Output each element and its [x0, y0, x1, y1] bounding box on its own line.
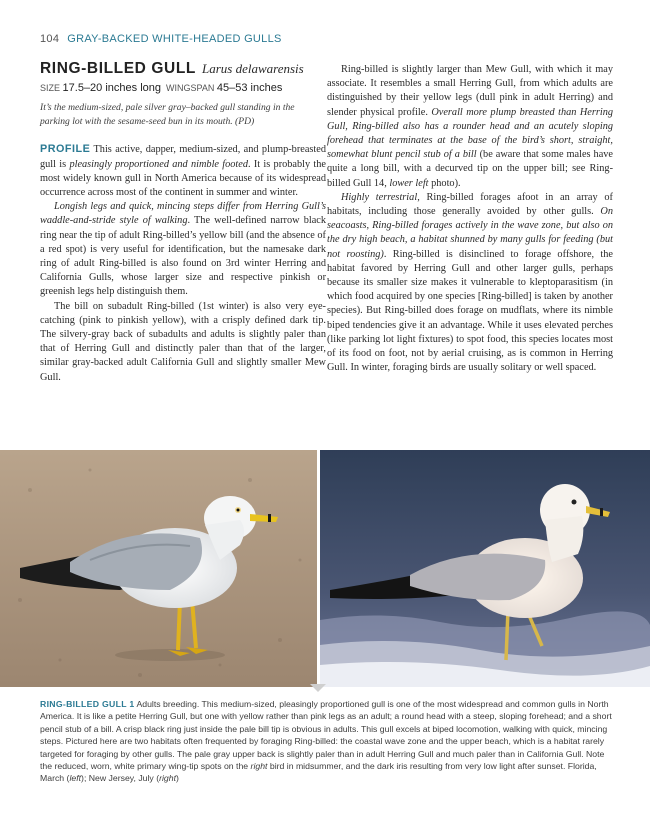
text-span: bird in midsummer, and the dark iris resulting from very low light after sunset. Florida, March ( [40, 761, 597, 784]
italic-span: Overall more plump breasted than Herring Gull, Ring-billed also has a rounder head and an acutely sloping forehead that terminates at the base of the bird’s short, straight, somewhat blunt pencil stub of a bill [327, 106, 613, 161]
text-span: . The well-defined narrow black ring near the tip of adult Ring-billed’s yellow bill (and the absence of a red spot) is very useful for identification, but the namesake dark ring of adult Ring-billed is also found on 3rd winter Herring and California Gulls, whose larger size and respective pinkish or greenish legs help distinguish them. [40, 215, 326, 298]
gull-beach-illustration [0, 450, 317, 687]
size-value: 17.5–20 inches long [62, 82, 161, 95]
text-span: Ring-billed is slightly larger than Mew Gull, with which it may associate. It resembles a small Herring Gull, from which adults are distinguished by their yellow legs (dull pink in adult Herring) and slender physical profile. [327, 64, 613, 118]
italic-span: On seacoasts, Ring-billed forages actively in the wave zone, but also on the dry high beach, a habitat shunned by many gulls for feeding (but not roosting) [327, 206, 613, 260]
right-paragraph-2 [327, 191, 613, 376]
text-span: ) [176, 773, 179, 784]
text-span: photo). [428, 177, 461, 189]
text-span: ); New Jersey, July ( [81, 773, 160, 784]
photo-strip [0, 450, 650, 687]
figure-caption-heading: RING-BILLED GULL 1 [40, 699, 135, 709]
caption-pointer [310, 684, 326, 692]
italic-span: left [69, 773, 82, 784]
text-span: , Ring-billed forages afoot in an array of habitats, including those generally avoided by other gulls. [327, 191, 613, 218]
text-span: Adults breeding. This medium-sized, pleasingly proportioned gull is one of the most widespread and common gulls in North America. It is like a petite Herring Gull, but one with yellow rather than pink legs as an adult; a round head with a steep, sloping forehead; and a short pencil stub of a bill. A crisp black ring just inside the pale bill tip is obvious in adults. This gull excels at biped locomotion, walking with quick, mincing steps. Pictured here are two habitats often frequented by foraging Ring-billed: the coastal wave zone and the upper beach, which is a habitat rarely targeted for foraging by other gulls. The pale gray upper back is slightly paler than in adult Herring Gull and much paler than in California Gull. Note the reduced, worn, white primary wing-tip spots on the [40, 699, 612, 772]
italic-span: lower left [389, 177, 429, 189]
photo-right-gull-surf [320, 450, 650, 687]
left-column [40, 62, 326, 385]
right-column [327, 63, 613, 375]
profile-paragraph-1 [40, 142, 326, 200]
italic-span: right [159, 773, 176, 784]
text-span: This active, dapper, medium-sized, and plump-breasted gull is [40, 144, 326, 170]
wingspan-value: 45–53 inches [216, 82, 283, 95]
italic-span: Longish legs and quick, mincing steps differ from Herring Gull’s waddle-and-stride style of walking [40, 201, 326, 227]
size-line [40, 81, 326, 95]
italic-span: right [250, 761, 268, 772]
figure-caption [40, 698, 612, 785]
text-span: (be aware that some males have quite a long bill, with a decurved tip on the upper bill; see Ring-billed Gull 14, [327, 149, 613, 189]
right-paragraph-1 [327, 63, 613, 191]
page-number: 104 [40, 33, 60, 45]
photo-left-gull-beach [0, 450, 317, 687]
text-span: . Ring-billed is disinclined to forage offshore, the habitat favored by Herring Gull and other larger gulls, perhaps because its smaller size makes it vulnerable to kleptoparasitism (in which food acquired by one species [Ring-billed] is taken by another species). But Ring-billed does forage on mudflats, where its nimble biped tendencies give it an advantage. While it uses elevated perches (like parking lot light fixtures) to spot food, this species locates most of its food on foot, not by aerial cruising, as is common in Herring Gull. In winter, foraging birds are usually solitary or well spaced. [327, 248, 613, 374]
running-head [40, 33, 282, 45]
italic-span: pleasingly proportioned and nimble footed [69, 158, 249, 170]
wingspan-label: WINGSPAN [166, 83, 215, 94]
gull-surf-illustration [320, 450, 650, 687]
section-title: GRAY-BACKED WHITE-HEADED GULLS [67, 33, 282, 45]
size-label: SIZE [40, 83, 61, 94]
species-name: RING-BILLED GULL [40, 60, 196, 77]
profile-paragraph-3: The bill on subadult Ring-billed (1st winter) is also very eye-catching (pink to pinkish yellow), with a crisply defined dark tip. The silvery-gray back of subadults and adults is slightly paler than that of Herring Gull and distinctly paler than that of the larger, similar gray-backed adult California Gull and slightly smaller Mew Gull. [40, 300, 326, 383]
profile-heading: PROFILE [40, 143, 91, 156]
profile-paragraph-2 [40, 200, 326, 299]
species-summary: It’s the medium-sized, pale silver gray–backed gull standing in the parking lot with the sesame-seed bun in its mouth. (PD) [40, 102, 295, 127]
italic-span: Highly terrestrial [341, 191, 418, 203]
text-span: . It is probably the most widely known gull in North America because of its widespread occurrence across most of the continent in summer and winter. [40, 158, 327, 199]
species-title [40, 62, 326, 78]
species-latin-name: Larus delawarensis [201, 61, 304, 76]
